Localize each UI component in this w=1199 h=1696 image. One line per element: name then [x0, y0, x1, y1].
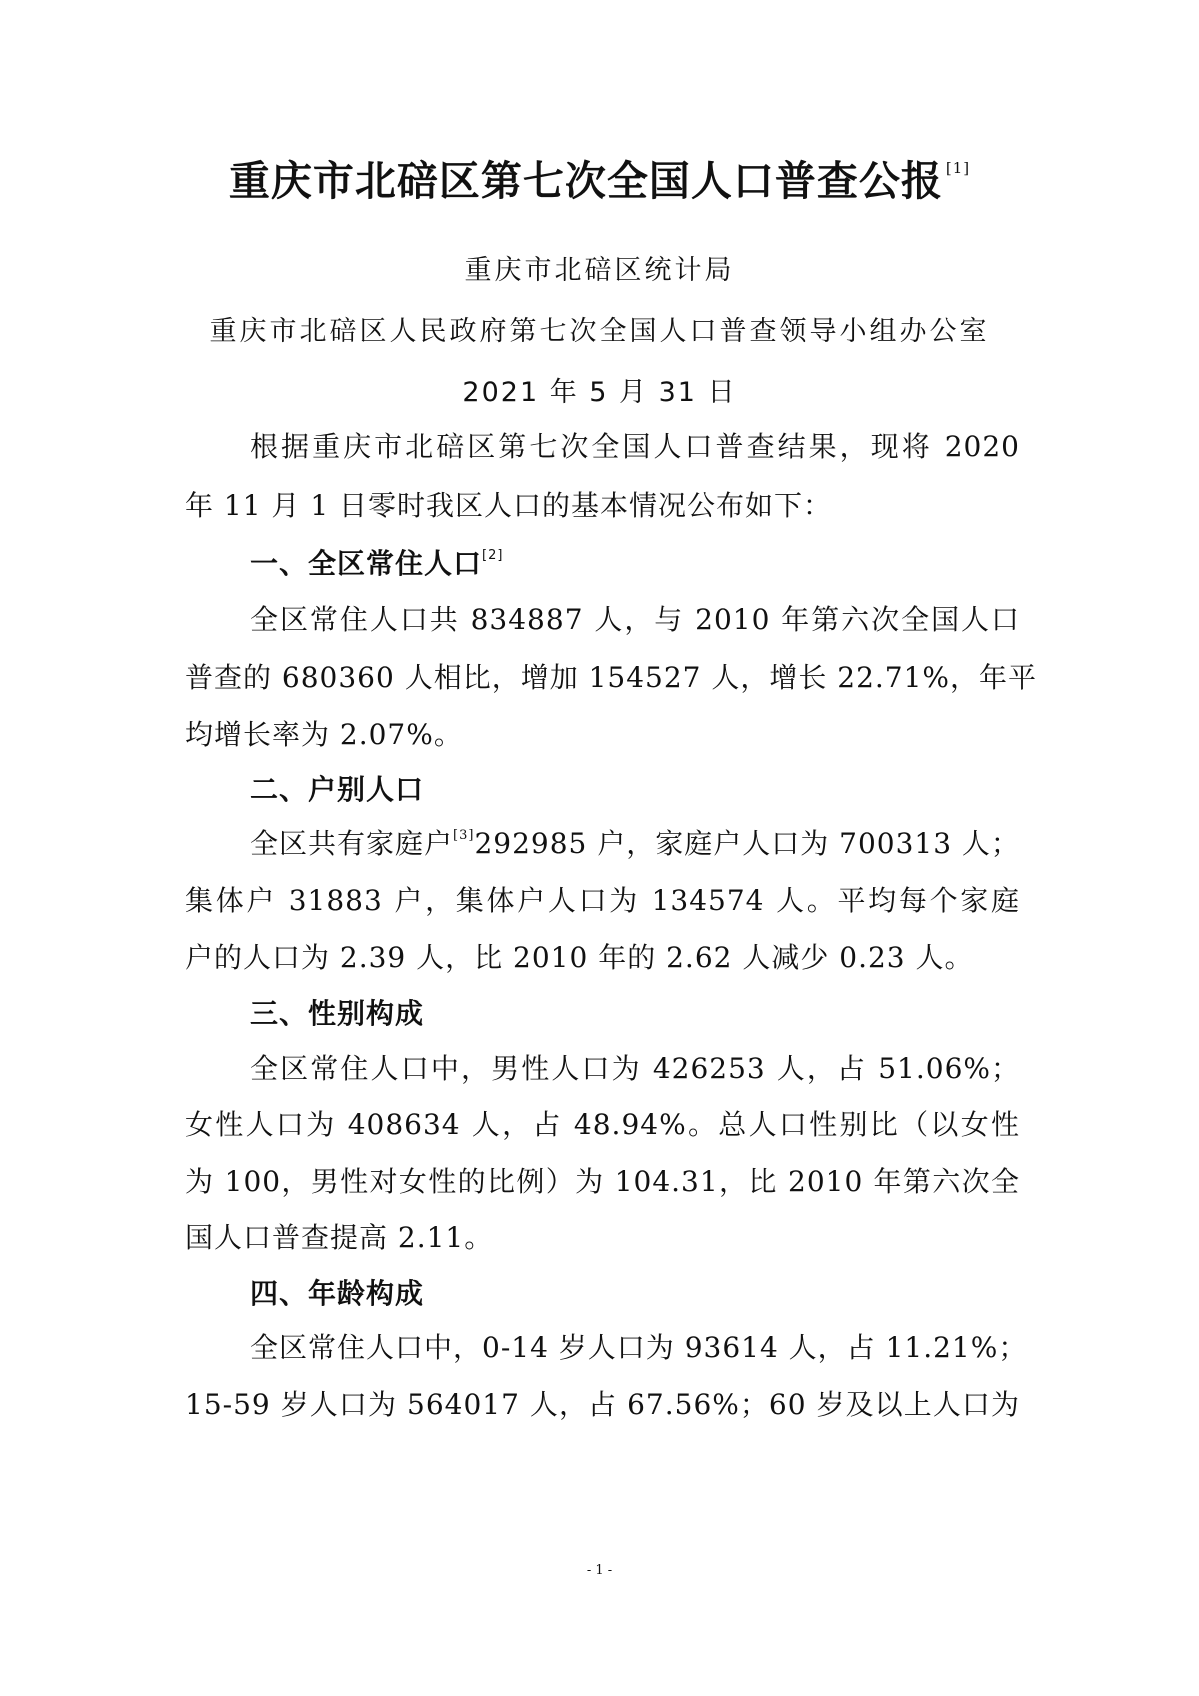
- footnote-ref-3[interactable]: [3]: [453, 828, 475, 843]
- section-4-line-2: 15-59 岁人口为 564017 人，占 67.56%；60 岁及以上人口为: [185, 1388, 1020, 1421]
- section-heading-resident-population: 一、全区常住人口[2]: [250, 547, 504, 580]
- section-3-line-1: 全区常住人口中，男性人口为 426253 人，占 51.06%；: [250, 1052, 1020, 1085]
- intro-line-1: 根据重庆市北碚区第七次全国人口普查结果，现将 2020: [250, 430, 1020, 463]
- issuer-census-office: 重庆市北碚区人民政府第七次全国人口普查领导小组办公室: [209, 316, 990, 347]
- title-footnote-ref[interactable]: [1]: [945, 159, 971, 177]
- section-2-line-1: 全区共有家庭户[3]292985 户，家庭户人口为 700313 人；: [250, 827, 1020, 860]
- section-1-line-1: 全区常住人口共 834887 人，与 2010 年第六次全国人口: [250, 603, 1020, 636]
- section-1-line-2: 普查的 680360 人相比，增加 154527 人，增长 22.71%，年平: [185, 661, 1038, 694]
- footnote-ref-2[interactable]: [2]: [482, 548, 504, 563]
- section-3-line-4: 国人口普查提高 2.11。: [185, 1221, 494, 1254]
- section-2-line-3: 户的人口为 2.39 人，比 2010 年的 2.62 人减少 0.23 人。: [185, 941, 974, 974]
- issuer-statistics-bureau: 重庆市北碚区统计局: [464, 255, 735, 286]
- document-title: 重庆市北碚区第七次全国人口普查公报 [1]: [228, 157, 971, 205]
- section-heading-gender-composition: 三、性别构成: [250, 997, 425, 1030]
- section-1-line-3: 均增长率为 2.07%。: [185, 718, 463, 751]
- section-2-line-2: 集体户 31883 户，集体户人口为 134574 人。平均每个家庭: [185, 884, 1020, 917]
- section-3-line-3: 为 100，男性对女性的比例）为 104.31，比 2010 年第六次全: [185, 1165, 1020, 1198]
- section-heading-household-population: 二、户别人口: [250, 773, 425, 806]
- section-3-line-2: 女性人口为 408634 人，占 48.94%。总人口性别比（以女性: [185, 1108, 1020, 1141]
- section-4-line-1: 全区常住人口中，0-14 岁人口为 93614 人，占 11.21%；: [250, 1331, 1028, 1364]
- page-number: - 1 -: [586, 1563, 613, 1578]
- publish-date: 2021 年 5 月 31 日: [462, 377, 737, 408]
- intro-line-2: 年 11 月 1 日零时我区人口的基本情况公布如下：: [185, 489, 833, 522]
- section-heading-age-composition: 四、年龄构成: [250, 1277, 425, 1310]
